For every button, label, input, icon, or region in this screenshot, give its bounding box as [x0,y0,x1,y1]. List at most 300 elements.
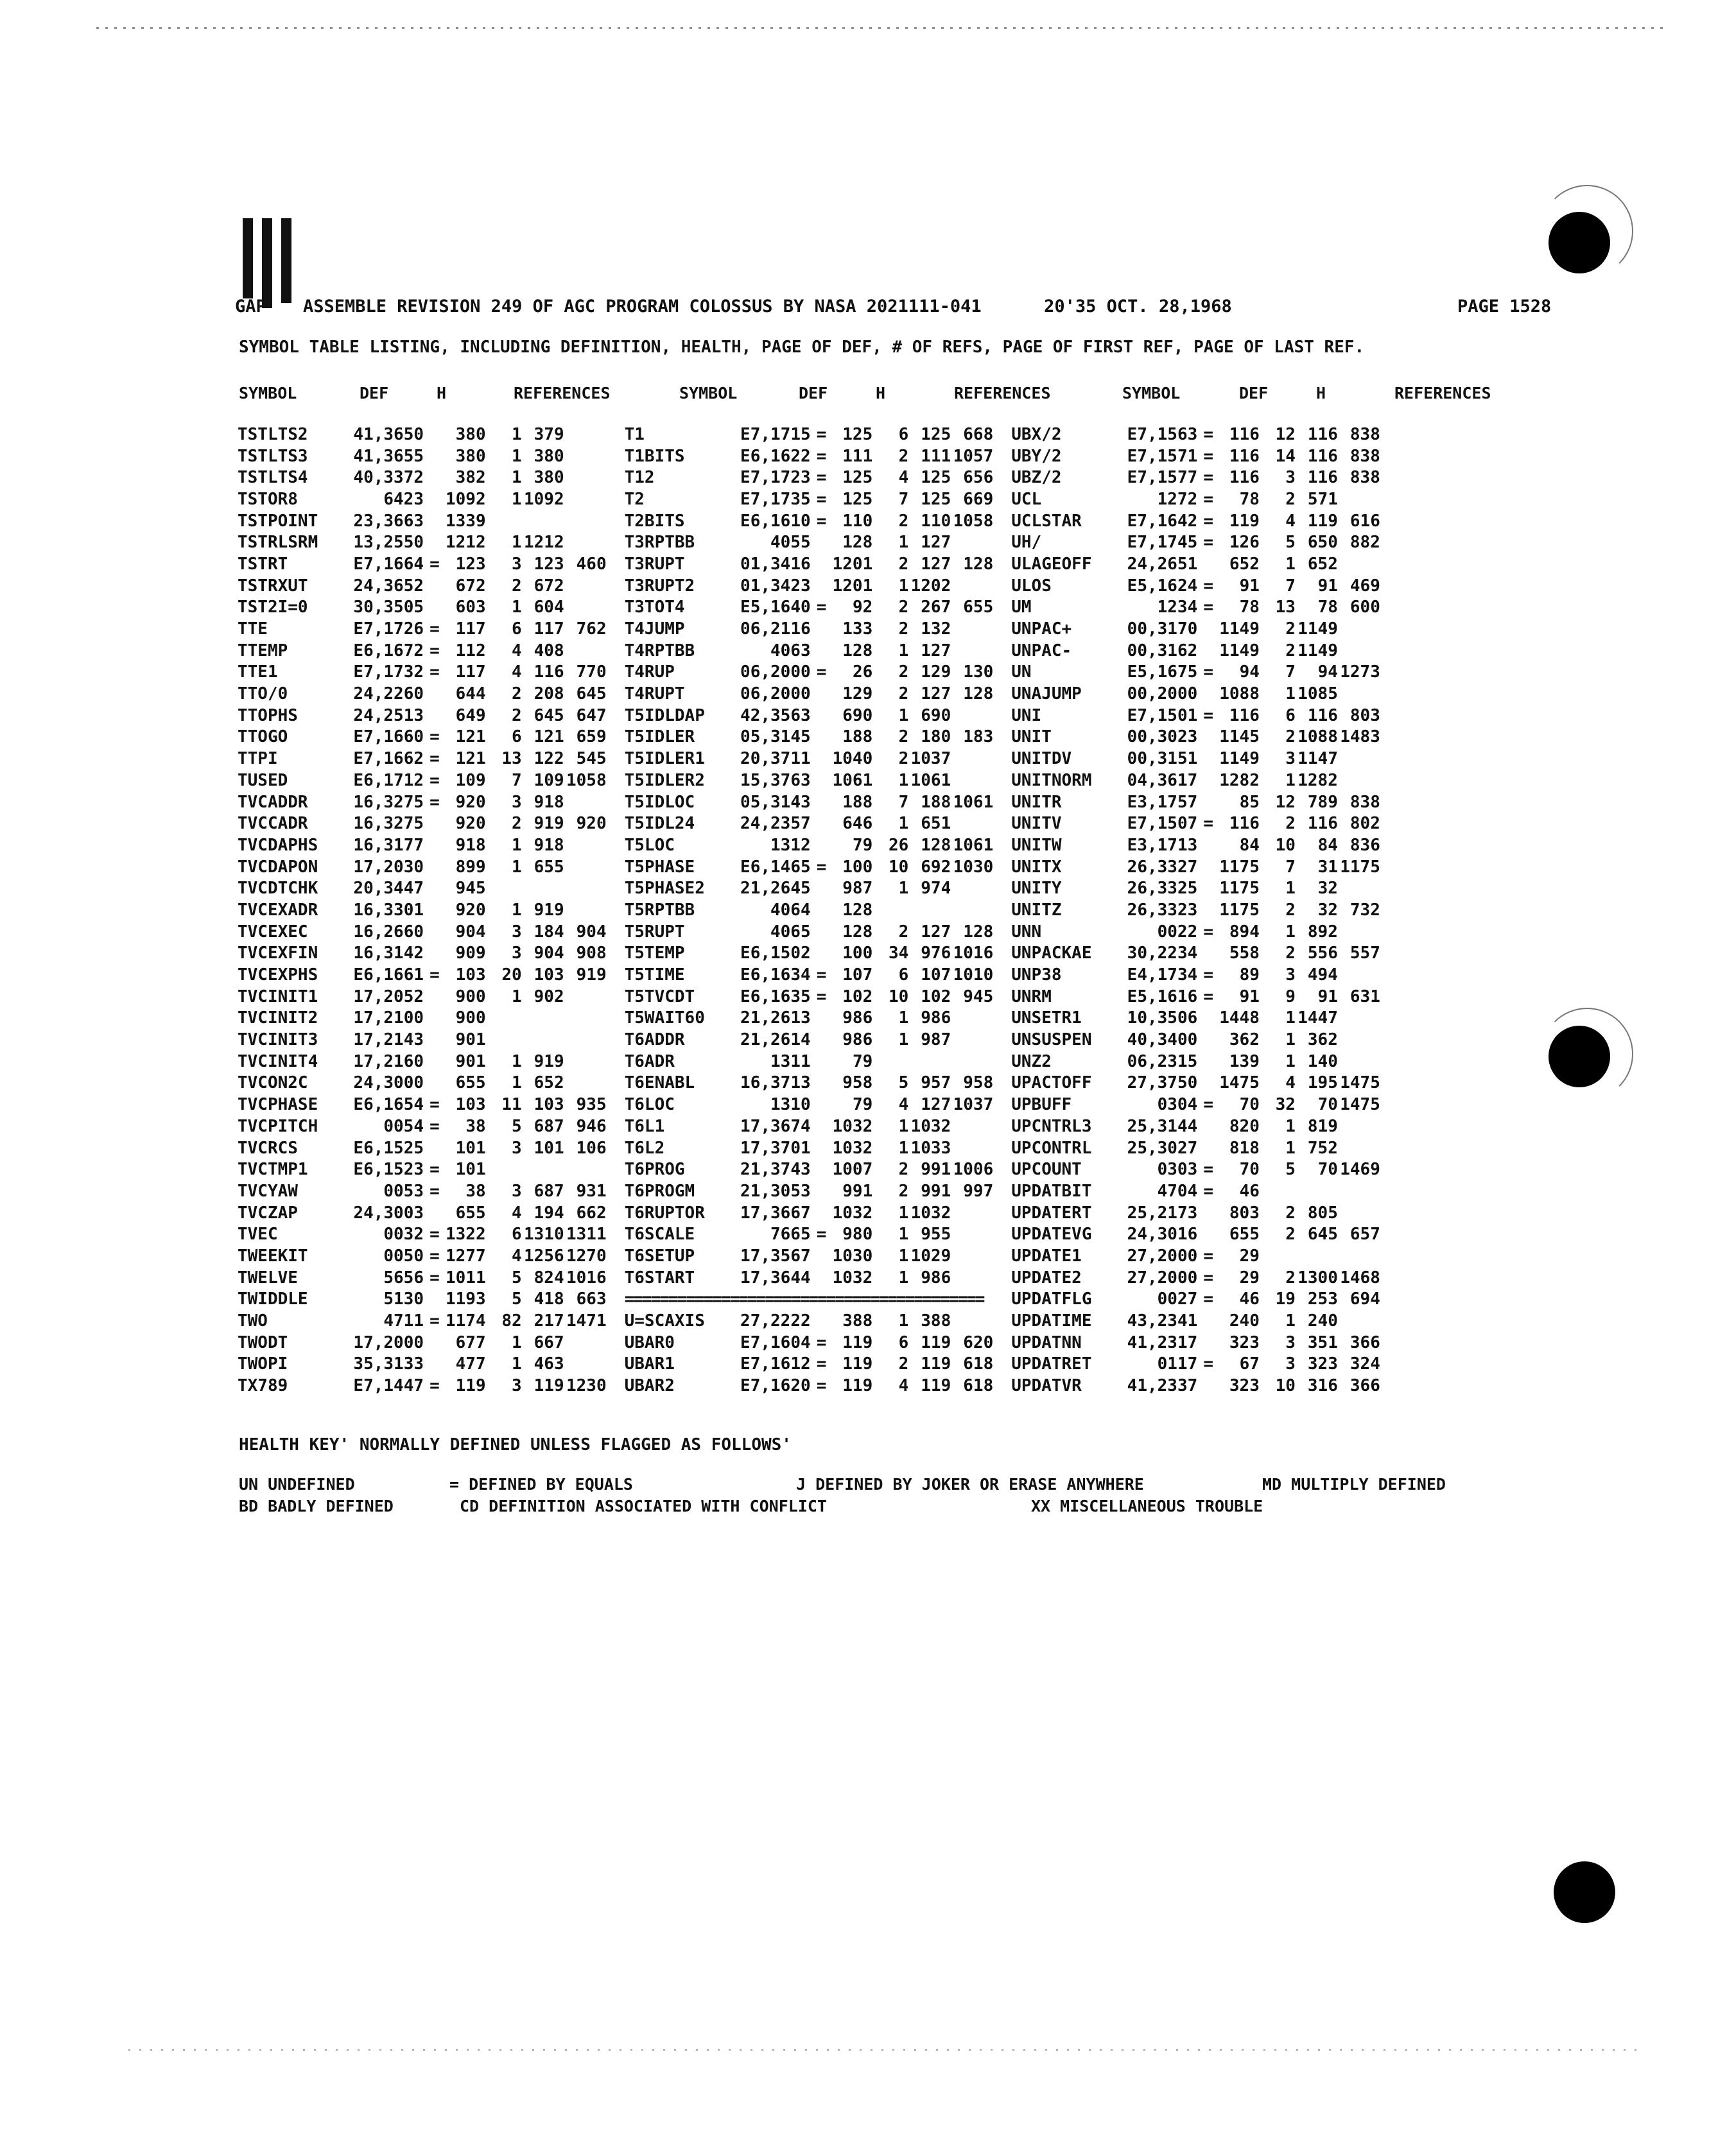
column-gap [607,1354,625,1376]
column-gap [993,1094,1011,1116]
column-gap [607,770,625,791]
last-ref-cell [951,1116,993,1137]
def-cell: 13,2550 [353,533,424,553]
first-ref-cell: 1282 [1297,770,1338,790]
def-cell: E6,1634 [740,965,811,985]
column-gap [993,727,1011,748]
last-ref-cell: 920 [576,814,607,834]
column-gap [993,488,1011,510]
table-row [238,770,1380,791]
first-ref-cell: 463 [534,1354,564,1374]
def-cell: E7,1735 [740,489,811,509]
health-cell: = [430,1268,440,1288]
page-cell: 820 [1229,1116,1260,1136]
def-cell: 0050 [383,1246,424,1266]
table-row [238,1332,1380,1354]
symbol-cell: T5LOC [624,835,675,855]
def-cell: E7,1612 [740,1354,811,1374]
page-cell: 100 [842,944,873,963]
symbol-cell: T3RUPT [624,554,685,574]
last-ref-cell [564,1159,607,1180]
first-ref-cell: 70 [1317,1160,1338,1180]
table-row [238,531,1380,553]
column-gap [993,1245,1011,1267]
ref-count-cell: 5 [1285,1160,1296,1180]
last-ref-cell [1338,640,1380,662]
def-cell: E5,1675 [1127,662,1198,682]
column-gap [993,662,1011,684]
page-cell: 116 [1229,468,1260,488]
def-cell: E7,1447 [353,1376,424,1396]
symbol-cell: UPDATE2 [1011,1268,1082,1288]
symbol-cell: T6ADDR [624,1030,685,1050]
def-cell: E6,1661 [353,965,424,985]
column-gap [607,1116,625,1137]
symbol-cell: TVCDTCHK [238,879,318,899]
symbol-cell: UPDATERT [1011,1203,1092,1223]
last-ref-cell [1338,921,1380,943]
column-gap [993,1267,1011,1289]
column-gap [607,964,625,986]
symbol-cell: UBZ/2 [1011,468,1062,488]
symbol-cell: T5WAIT60 [624,1008,705,1028]
table-row [238,1289,1380,1311]
def-cell: 00,3151 [1127,749,1198,769]
def-cell: E7,1642 [1127,511,1198,531]
ref-count-cell: 2 [1285,1203,1296,1223]
column-gap [607,834,625,856]
ref-count-cell: 12 [1275,424,1296,444]
column-gap [993,1289,1011,1311]
health-cell: = [816,965,827,985]
last-ref-cell [564,899,607,921]
health-cell [424,510,446,532]
ref-count-cell: 1 [511,900,522,920]
def-cell: E6,1523 [353,1160,424,1180]
page-cell: 1007 [832,1160,873,1180]
column-gap [607,531,625,553]
table-row [238,1159,1380,1180]
last-ref-cell [1338,683,1380,705]
page-cell: 119 [842,1376,873,1396]
table-row [238,986,1380,1008]
page-cell: 945 [455,879,486,899]
ref-count-cell: 1 [511,1332,522,1352]
ref-count-cell: 1 [1285,1051,1296,1071]
first-ref-cell: 119 [921,1332,951,1352]
first-ref-cell: 316 [1307,1376,1338,1396]
column-gap [993,791,1011,813]
last-ref-cell: 762 [576,619,607,639]
first-ref-cell: 655 [534,857,564,877]
column-gap [993,424,1011,445]
health-cell: = [1203,1354,1214,1374]
symbol-cell: TVCYAW [238,1181,298,1201]
ref-count-cell: 3 [1285,1354,1296,1374]
symbol-cell: T5PHASE2 [624,879,705,899]
table-row [238,618,1380,640]
ref-count-cell: 3 [511,1138,522,1158]
column-gap [607,791,625,813]
def-cell: 7665 [770,1225,811,1245]
last-ref-cell [951,640,993,662]
first-ref-cell: 129 [921,662,951,682]
health-cell: = [816,1354,827,1374]
def-cell: 21,2613 [740,1008,811,1028]
first-ref-cell: 645 [1307,1225,1338,1245]
last-ref-cell: 1175 [1340,857,1380,877]
symbol-cell: UPBUFF [1011,1095,1072,1115]
ref-count-cell [486,877,522,899]
ref-count-cell: 2 [1285,1225,1296,1245]
ref-count-cell: 1 [1285,879,1296,899]
last-ref-cell: 802 [1349,814,1380,834]
page-cell: 240 [1229,1311,1260,1331]
last-ref-cell [951,770,993,791]
first-ref-cell: 128 [921,835,951,855]
last-ref-cell [951,1223,993,1245]
health-cell: = [1203,1289,1214,1309]
last-ref-cell [1338,748,1380,770]
def-cell: E7,1577 [1127,468,1198,488]
first-ref-cell: 1061 [910,770,951,790]
def-cell: 23,3663 [353,511,424,531]
column-gap [993,1051,1011,1073]
first-ref-cell: 687 [534,1181,564,1201]
ref-count-cell: 3 [1285,965,1296,985]
symbol-cell: T4RUPT [624,684,685,704]
ref-count-cell [872,1051,908,1073]
def-cell: 00,2000 [1127,684,1198,704]
column-gap [993,1354,1011,1376]
symbol-cell: T1BITS [624,446,685,466]
first-ref-cell: 125 [921,424,951,444]
symbol-cell: TVCPITCH [238,1116,318,1136]
def-cell: 0303 [1157,1160,1198,1180]
table-row [238,575,1380,597]
def-cell: 21,2645 [740,879,811,899]
health-cell: = [430,662,440,682]
first-ref-cell: 217 [534,1311,564,1331]
ref-count-cell: 1 [1285,1138,1296,1158]
ref-count-cell: 5 [511,1116,522,1136]
first-ref-cell: 1032 [910,1116,951,1136]
symbol-cell: T1 [624,424,645,444]
health-key-title: HEALTH KEY' NORMALLY DEFINED UNLESS FLAGGED AS FOLLOWS' [239,1435,792,1454]
ref-count-cell: 1 [898,1225,909,1245]
ref-count-cell: 1 [898,1138,909,1158]
symbol-cell: TVCEXFIN [238,944,318,963]
page-cell: 1092 [446,489,486,509]
symbol-cell: UNRM [1011,987,1052,1006]
def-cell: 27,2000 [1127,1246,1198,1266]
symbol-cell: UCLSTAR [1011,511,1082,531]
colhead-references: REFERENCES [954,384,1051,402]
page-cell: 1040 [832,749,873,769]
def-cell: E6,1654 [353,1095,424,1115]
last-ref-cell: 1061 [953,792,994,812]
last-ref-cell: 1273 [1340,662,1380,682]
first-ref-cell: 1029 [910,1246,951,1266]
health-cell: = [430,619,440,639]
symbol-cell: TWO [238,1311,268,1331]
symbol-cell: UNPACKAE [1011,944,1092,963]
page-cell: 1282 [1219,770,1260,790]
last-ref-cell [564,791,607,813]
def-cell: E6,1502 [740,944,811,963]
legend-item: BD BADLY DEFINED [239,1497,394,1515]
page-cell: 904 [455,922,486,942]
def-cell: 24,2651 [1127,554,1198,574]
ref-count-cell: 1 [898,641,909,660]
symbol-cell: TVCON2C [238,1073,308,1093]
first-ref-cell: 1202 [910,576,951,596]
last-ref-cell: 128 [963,554,994,574]
health-cell [424,899,446,921]
page-cell: 102 [842,987,873,1006]
def-cell: 25,3027 [1127,1138,1198,1158]
column-gap [607,1094,625,1116]
symbol-cell: UBX/2 [1011,424,1062,444]
column-gap [607,1051,625,1073]
ref-count-cell: 9 [1285,987,1296,1006]
symbol-cell: UNITW [1011,835,1062,855]
page-cell: 188 [842,727,873,747]
health-cell [811,640,833,662]
symbol-cell: UPDATNN [1011,1332,1082,1352]
def-cell: 0032 [383,1225,424,1245]
first-ref-cell: 418 [534,1289,564,1309]
page-cell: 70 [1239,1095,1260,1115]
last-ref-cell: 1471 [566,1311,607,1331]
def-cell: 41,3650 [353,424,424,444]
symbol-cell: TWELVE [238,1268,298,1288]
ref-count-cell: 1 [898,1030,909,1050]
ref-count-cell: 34 [888,944,909,963]
first-ref-cell: 116 [1307,705,1338,725]
symbol-cell: TSTPOINT [238,511,318,531]
column-gap [993,445,1011,467]
first-ref-cell: 1310 [524,1225,564,1245]
table-row [238,943,1380,965]
def-cell: E6,1672 [353,641,424,660]
first-ref-cell: 1149 [1297,641,1338,660]
ref-count-cell: 2 [1285,900,1296,920]
ref-count-cell: 1 [898,1116,909,1136]
first-ref-cell: 991 [921,1160,951,1180]
page-cell: 38 [465,1116,486,1136]
health-cell [424,531,446,553]
health-cell [811,683,833,705]
page-cell: 1193 [446,1289,486,1309]
ref-count-cell [872,899,908,921]
first-ref-cell: 125 [921,468,951,488]
header-title: ASSEMBLE REVISION 249 OF AGC PROGRAM COLOSSUS BY NASA 2021111-041 20'35 OCT. 28,1968 [303,297,1232,316]
last-ref-cell [1338,1008,1380,1030]
first-ref-cell: 116 [1307,468,1338,488]
first-ref-cell: 140 [1307,1051,1338,1071]
symbol-cell: TVCRCS [238,1138,298,1158]
page-cell: 128 [842,922,873,942]
first-ref-cell: 91 [1317,987,1338,1006]
symbol-cell: TSTRXUT [238,576,308,596]
first-ref-cell: 208 [534,684,564,704]
health-cell [811,770,833,791]
def-cell: E6,1635 [740,987,811,1006]
health-cell: = [430,641,440,660]
health-cell [811,1094,833,1116]
ref-count-cell: 1 [511,1051,522,1071]
first-ref-cell: 125 [921,489,951,509]
health-cell: = [1203,511,1214,531]
ref-count-cell: 2 [511,705,522,725]
health-cell [1197,791,1219,813]
health-cell [424,467,446,488]
health-cell: = [1203,705,1214,725]
last-ref-cell: 600 [1349,598,1380,617]
symbol-cell: T3RPTBB [624,533,695,553]
last-ref-cell: 106 [576,1138,607,1158]
ref-count-cell: 10 [1275,835,1296,855]
health-cell [811,943,833,965]
column-gap [607,683,625,705]
first-ref-cell: 132 [921,619,951,639]
first-ref-cell: 687 [534,1116,564,1136]
ref-count-cell: 12 [1275,792,1296,812]
column-gap [993,1202,1011,1224]
page-cell: 991 [842,1181,873,1201]
health-cell: = [816,511,827,531]
first-ref-cell: 690 [921,705,951,725]
def-cell: 41,2337 [1127,1376,1198,1396]
first-ref-cell: 180 [921,727,951,747]
health-cell [1197,943,1219,965]
column-gap [607,943,625,965]
ref-count-cell: 5 [511,1268,522,1288]
def-cell: 20,3447 [353,879,424,899]
symbol-cell: T6L1 [624,1116,665,1136]
symbol-cell: T5TIME [624,965,685,985]
punch-hole [1549,212,1610,273]
def-cell: E3,1757 [1127,792,1198,812]
health-cell [424,488,446,510]
ref-count-cell: 7 [1285,662,1296,682]
ref-count-cell: 1 [511,857,522,877]
last-ref-cell: 1469 [1340,1160,1380,1180]
symbol-cell: UM [1011,598,1032,617]
ref-count-cell [1260,1180,1296,1202]
last-ref-cell: 946 [576,1116,607,1136]
last-ref-cell [564,877,607,899]
ref-count-cell: 3 [511,944,522,963]
ref-count-cell: 2 [898,619,909,639]
page-cell: 980 [842,1225,873,1245]
first-ref-cell: 1447 [1297,1008,1338,1028]
page-cell: 103 [455,1095,486,1115]
last-ref-cell: 836 [1349,835,1380,855]
symbol-cell: T2 [624,489,645,509]
ref-count-cell: 4 [898,1376,909,1396]
page-cell: 1212 [446,533,486,553]
health-cell [424,986,446,1008]
page-cell: 121 [455,749,486,769]
page-cell: 1149 [1219,641,1260,660]
last-ref-cell: 838 [1349,468,1380,488]
symbol-cell: T6SCALE [624,1225,695,1245]
health-cell: = [1203,965,1214,985]
symbol-cell: TX789 [238,1376,288,1396]
last-ref-cell [564,488,607,510]
def-cell: E6,1525 [353,1138,424,1158]
ref-count-cell: 1 [511,835,522,855]
ref-count-cell: 2 [898,684,909,704]
symbol-cell: TTPI [238,749,278,769]
def-cell: E7,1726 [353,619,424,639]
first-ref-cell: 991 [921,1181,951,1201]
page-cell: 323 [1229,1376,1260,1396]
last-ref-cell: 770 [576,662,607,682]
health-cell: = [1203,576,1214,596]
first-ref-cell: 121 [534,727,564,747]
first-ref-cell: 892 [1307,922,1338,942]
symbol-cell: UNI [1011,705,1042,725]
first-ref-cell: 955 [921,1225,951,1245]
colhead-def: DEF [360,384,389,402]
first-ref-cell: 919 [534,1051,564,1071]
page-cell: 1175 [1219,900,1260,920]
ref-count-cell: 7 [898,489,909,509]
page-cell: 70 [1239,1160,1260,1180]
first-ref-cell: 652 [1307,554,1338,574]
symbol-cell: UBAR2 [624,1376,675,1396]
ref-count-cell: 2 [511,814,522,834]
def-cell: 21,3743 [740,1160,811,1180]
health-cell [424,1008,446,1030]
ref-count-cell: 6 [511,1225,522,1245]
first-ref-cell: 267 [921,598,951,617]
def-cell: 24,3000 [353,1073,424,1093]
page-cell: 78 [1239,598,1260,617]
column-gap [993,618,1011,640]
last-ref-cell: 931 [576,1181,607,1201]
column-gap [993,1137,1011,1159]
ref-count-cell [486,1159,522,1180]
symbol-cell: TVCINIT3 [238,1030,318,1050]
last-ref-cell [951,1245,993,1267]
health-cell: = [430,1311,440,1331]
ref-count-cell: 1 [511,1354,522,1374]
ref-count-cell: 2 [1285,944,1296,963]
ref-count-cell: 1 [1285,1311,1296,1331]
symbol-cell: TTOGO [238,727,288,747]
legend-item: UN UNDEFINED [239,1475,355,1494]
ref-count-cell: 3 [1285,1332,1296,1352]
last-ref-cell: 128 [963,922,994,942]
def-cell: 06,2315 [1127,1051,1198,1071]
page-cell: 100 [842,857,873,877]
last-ref-cell [1338,1137,1380,1159]
first-ref-cell: 103 [534,965,564,985]
def-cell: 17,3644 [740,1268,811,1288]
page-cell: 380 [455,424,486,444]
ref-count-cell: 7 [1285,857,1296,877]
health-cell: = [430,1246,440,1266]
page-cell: 1088 [1219,684,1260,704]
ref-count-cell: 6 [898,965,909,985]
page-cell: 1201 [832,576,873,596]
column-gap [993,770,1011,791]
last-ref-cell [1338,618,1380,640]
